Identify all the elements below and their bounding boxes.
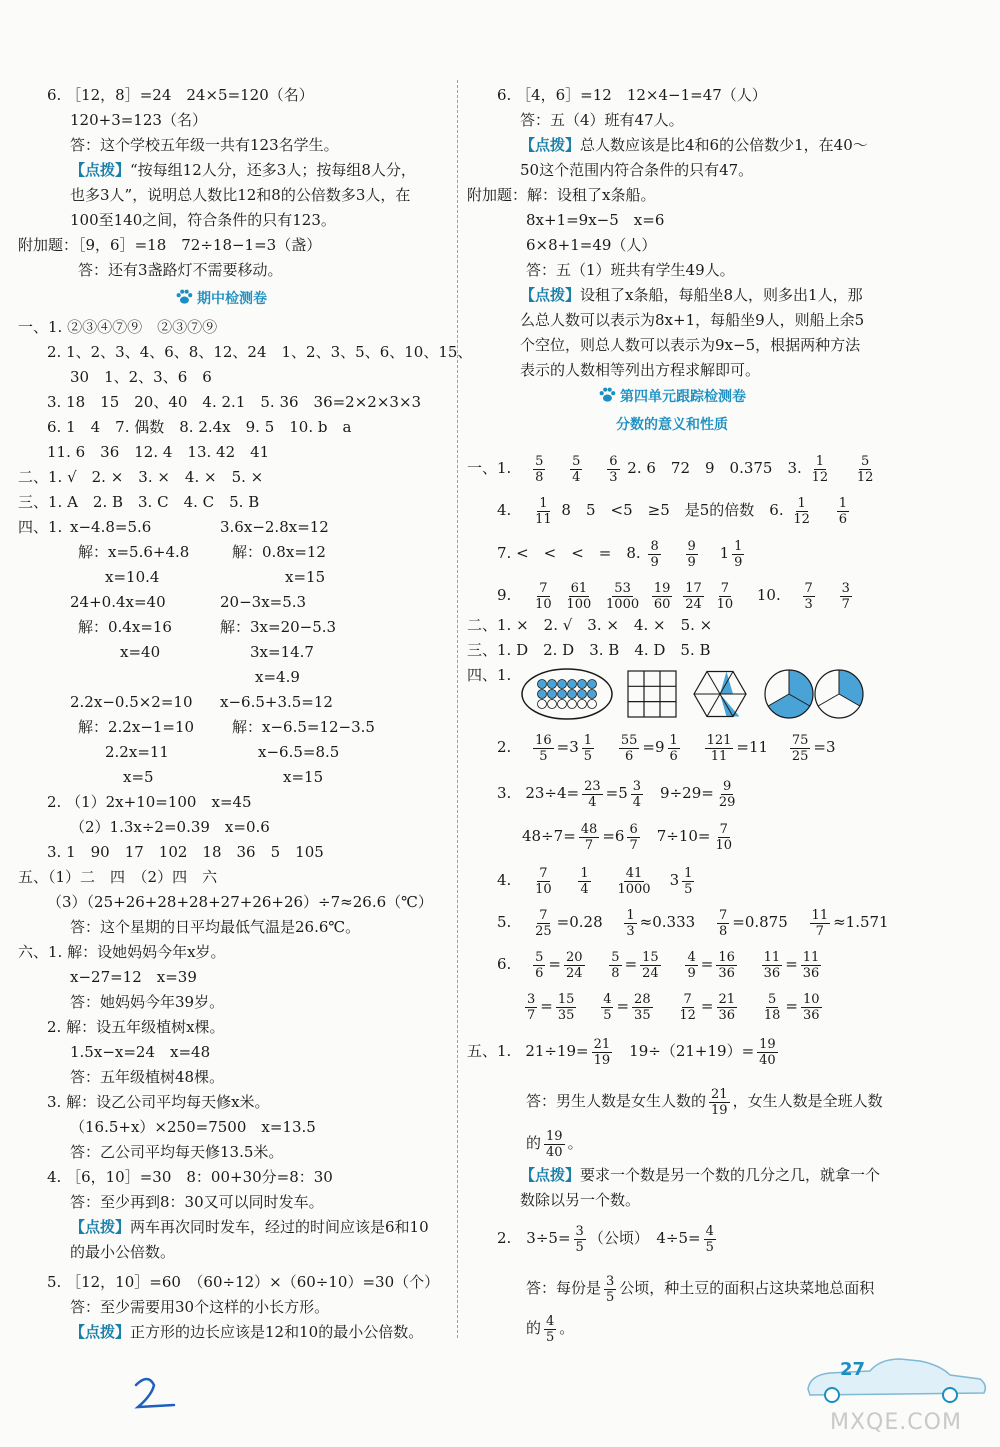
tip-label: 【点拨】 — [520, 136, 581, 154]
grid-figure — [628, 671, 676, 717]
answer-line: 9. $\frac{7}{10}$ $\frac{61}{100}$ $\frac{53}{1000}$ $\frac{19}{60}$ $\frac{17}{24}$ $\frac{7}{10}$ 10. $\frac{7}{3}$ $\frac{3}{7}$ — [497, 580, 850, 612]
handwritten-mark — [130, 1375, 180, 1415]
fraction: $\frac{61}{100}$ — [566, 580, 592, 612]
equation: x=40 — [120, 643, 161, 661]
answer-line: 3. 23÷4= $\frac{23}{4}$ =5 $\frac{3}{4}$ 9÷29= $\frac{9}{29}$ — [497, 778, 736, 810]
fraction: $\frac{9}{9}$ — [687, 538, 696, 570]
answer-line: 5. $\frac{7}{25}$ =0.28 $\frac{1}{3}$ ≈0.333 $\frac{7}{8}$ =0.875 $\frac{11}{7}$ ≈1.571 — [497, 907, 889, 939]
answer-line: 48÷7= $\frac{48}{7}$ =6 $\frac{6}{7}$ 7÷10= $\frac{7}{10}$ — [522, 821, 733, 853]
answer-line: 4. $\frac{1}{11}$ 8 5 <5 ≥5 是5的倍数 6. $\frac{1}{12}$ $\frac{1}{6}$ — [497, 495, 847, 527]
answer-line: 答：她妈妈今年39岁。 — [70, 993, 225, 1011]
equation: 2.2x=11 — [105, 743, 169, 761]
answer-line: 的最小公倍数。 — [70, 1243, 176, 1261]
answer-line: 三、1. A 2. B 3. C 4. C 5. B — [18, 493, 260, 511]
tip-line: 【点拨】“按每组12人分，还多3人；按每组8人分， — [70, 161, 416, 179]
fraction: $\frac{1}{11}$ — [535, 495, 552, 527]
fraction: $\frac{5}{8}$ — [535, 453, 544, 485]
answer-line: 答：至少再到8：30又可以同时发车。 — [70, 1193, 324, 1211]
fraction: $\frac{1}{12}$ — [811, 453, 829, 485]
equation: 3x=14.7 — [250, 643, 314, 661]
tip-label: 【点拨】 — [520, 1166, 581, 1184]
equation: 2.2x−0.5×2=10 — [70, 693, 193, 711]
text-line: 答：这个学校五年级一共有123名学生。 — [70, 136, 339, 154]
fraction: $\frac{7}{3}$ — [804, 580, 813, 612]
answer-line: 的 $\frac{4}{5}$ 。 — [526, 1313, 575, 1345]
fraction: $\frac{19}{60}$ — [653, 580, 671, 612]
tip-label: 【点拨】 — [70, 161, 131, 179]
section-title-midterm: 期中检测卷 — [175, 288, 267, 308]
fraction: $\frac{5}{12}$ — [856, 453, 874, 485]
equation: x−6.5=8.5 — [258, 743, 340, 761]
equation: 3.6x−2.8x=12 — [220, 518, 329, 536]
answer-line: 1.5x−x=24 x=48 — [70, 1043, 211, 1061]
fraction: $\frac{17}{24}$ — [685, 580, 702, 612]
answer-line: 6. 1 4 7. 偶数 8. 2.4x 9. 5 10. b a — [47, 418, 352, 436]
text-line: 100至140之间，符合条件的只有123。 — [70, 211, 336, 229]
text-line: 6. ［4，6］=12 12×4−1=47（人） — [497, 86, 767, 104]
fraction: $\frac{1}{9}$ — [734, 538, 743, 570]
text-line: 答：还有3盏路灯不需要移动。 — [78, 261, 283, 279]
text-line: 也多3人”，说明总人数比12和8的公倍数多3人，在 — [70, 186, 411, 204]
equation: 解：x−6.5=12−3.5 — [232, 718, 375, 736]
fraction: $\frac{8}{9}$ — [650, 538, 659, 570]
answer-line: 2. 3÷5= $\frac{3}{5}$ （公顷） 4÷5= $\frac{4}{5}$ — [497, 1223, 714, 1255]
equation: x−4.8=5.6 — [70, 518, 152, 536]
section-subtitle: 分数的意义和性质 — [616, 417, 728, 433]
text-line: 8x+1=9x−5 x=6 — [526, 211, 665, 229]
fraction: $\frac{5}{4}$ — [572, 453, 581, 485]
paw-icon — [598, 387, 616, 403]
tip-line: 【点拨】设租了x条船，每船坐8人，则多出1人，那 — [520, 286, 863, 304]
answer-line: 六、1. 解：设她妈妈今年x岁。 — [18, 943, 226, 961]
answer-line: 一、1. ②③④⑦⑨ ②③⑦⑨ — [18, 318, 218, 336]
oval-figure — [522, 669, 612, 719]
equation: x=10.4 — [105, 568, 160, 586]
answer-line: x−27=12 x=39 — [70, 968, 197, 986]
text-line: 120+3=123（名） — [70, 111, 207, 129]
answer-line: 答：乙公司平均每天修13.5米。 — [70, 1143, 284, 1161]
section-title-unit4: 第四单元跟踪检测卷 — [598, 386, 746, 406]
answer-line: 答：这个星期的日平均最低气温是26.6℃。 — [70, 918, 361, 936]
hexagon-figure — [694, 672, 746, 717]
answer-line: 三、1. D 2. D 3. B 4. D 5. B — [467, 641, 711, 659]
answer-line: 一、1. $\frac{5}{8}$ $\frac{5}{4}$ $\frac{6}{3}$ 2. 6 72 9 0.375 3. $\frac{1}{12}$ $\frac{5}{12}$ — [467, 453, 874, 485]
text-line: 50这个范围内符合条件的只有47。 — [520, 161, 754, 179]
tip-label: 【点拨】 — [70, 1323, 131, 1341]
fraction: $\frac{1}{6}$ — [838, 495, 847, 527]
answer-line: 五、1. 21÷19= $\frac{21}{19}$ 19÷（21+19）= $\frac{19}{40}$ — [467, 1036, 776, 1068]
circle-figure-2 — [815, 670, 863, 718]
answer-line: 4. ［6，10］=30 8：00+30分=8：30 — [47, 1168, 333, 1186]
q4-label: 四、1. — [18, 518, 63, 536]
watermark: MXQE.COM — [830, 1410, 962, 1435]
text-line: 答：五（4）班有47人。 — [520, 111, 684, 129]
fraction: $\frac{7}{10}$ — [716, 580, 734, 612]
answer-line: 6. $\frac{5}{6}$ = $\frac{20}{24}$ $\frac{5}{8}$ = $\frac{15}{24}$ $\frac{4}{9}$ = $\frac{16}{36}$ $\frac{11}{36}$ = $\frac{11}{36}$ — [497, 949, 820, 981]
fraction: $\frac{53}{1000}$ — [606, 580, 640, 612]
tip-line: 【点拨】两车再次同时发车，经过的时间应该是6和10 — [70, 1218, 429, 1236]
answer-line: 2. $\frac{16}{5}$ =3 $\frac{1}{5}$ $\frac{55}{6}$ =9 $\frac{1}{6}$ $\frac{121}{11}$ =11 $\frac{75}{25}$ =3 — [497, 732, 836, 764]
answer-line: 的 $\frac{19}{40}$ 。 — [526, 1128, 583, 1160]
answer-line: 3. 1 90 17 102 18 36 5 105 — [47, 843, 324, 861]
tip-line: 【点拨】要求一个数是另一个数的几分之几，就拿一个 — [520, 1166, 881, 1184]
tip-line: 【点拨】正方形的边长应该是12和10的最小公倍数。 — [70, 1323, 424, 1341]
equation: 24+0.4x=40 — [70, 593, 166, 611]
page-number-badge — [800, 1345, 990, 1405]
answer-line: 二、1. × 2. √ 3. × 4. × 5. × — [467, 616, 713, 634]
text-line: 附加题：［9，6］=18 72÷18−1=3（盏） — [18, 236, 322, 254]
answer-line: 3. 18 15 20、40 4. 2.1 5. 36 36=2×2×3×3 — [47, 393, 422, 411]
tip-label: 【点拨】 — [520, 286, 581, 304]
answer-line: （3）（25+26+28+28+27+26+26）÷7≈26.6（℃） — [47, 893, 433, 911]
answer-line: 二、1. √ 2. × 3. × 4. × 5. × — [18, 468, 264, 486]
answer-line: （16.5+x）×250=7500 x=13.5 — [70, 1118, 316, 1136]
answer-line: 5. ［12，10］=60 （60÷12）×（60÷10）=30（个） — [47, 1273, 440, 1291]
equation: x−6.5+3.5=12 — [220, 693, 333, 711]
text-line: 附加题：解：设租了x条船。 — [467, 186, 656, 204]
equation: 解：x=5.6+4.8 — [78, 543, 190, 561]
page-number: 27 — [840, 1359, 866, 1380]
answer-line: 四、1. — [467, 666, 512, 684]
circle-figure-1 — [765, 670, 813, 718]
fraction: $\frac{7}{10}$ — [535, 580, 552, 612]
equation: 解：0.8x=12 — [232, 543, 326, 561]
text-line: 么总人数可以表示为8x+1，每船坐9人，则船上余5 — [520, 311, 865, 329]
equation: 解：3x=20−5.3 — [220, 618, 337, 636]
answer-line: 7. < < < = 8. $\frac{8}{9}$ $\frac{9}{9}$ 1 $\frac{1}{9}$ — [497, 538, 743, 570]
shaded-figures — [520, 668, 910, 720]
equation: x=15 — [285, 568, 326, 586]
answer-line: 答：至少需要用30个这样的小长方形。 — [70, 1298, 330, 1316]
text-line: 答：五（1）班共有学生49人。 — [526, 261, 735, 279]
tip-label: 【点拨】 — [70, 1218, 131, 1236]
fraction: $\frac{3}{7}$ — [841, 580, 850, 612]
equation: x=15 — [283, 768, 324, 786]
text-line: 个空位，则总人数可以表示为9x−5，根据两种方法 — [520, 336, 861, 354]
fraction: $\frac{6}{3}$ — [609, 453, 618, 485]
equation: 解：0.4x=16 — [78, 618, 172, 636]
answer-line: 五、（1）二 四 （2）四 六 — [18, 868, 218, 886]
fraction: $\frac{1}{12}$ — [793, 495, 810, 527]
answer-line: 答：男生人数是女生人数的 $\frac{21}{19}$ ，女生人数是全班人数 — [526, 1086, 883, 1118]
text-line: 表示的人数相等列出方程求解即可。 — [520, 361, 761, 379]
answer-line: （2）1.3x÷2=0.39 x=0.6 — [70, 818, 270, 836]
equation: x=5 — [123, 768, 154, 786]
paw-icon — [175, 289, 193, 305]
answer-line: $\frac{3}{7}$ = $\frac{15}{35}$ $\frac{4}{5}$ = $\frac{28}{35}$ $\frac{7}{12}$ = $\frac{21}{36}$ $\frac{5}{18}$ = $\frac{10}{36}$ — [527, 991, 820, 1023]
answer-line: 2. 1、2、3、4、6、8、12、24 1、2、3、5、6、10、15、 — [47, 343, 473, 361]
column-divider — [457, 80, 458, 1338]
equation: 20−3x=5.3 — [220, 593, 307, 611]
equation: 解：2.2x−1=10 — [78, 718, 195, 736]
answer-line: 答：五年级植树48棵。 — [70, 1068, 225, 1086]
answer-line: 3. 解：设乙公司平均每天修x米。 — [47, 1093, 270, 1111]
answer-line: 11. 6 36 12. 4 13. 42 41 — [47, 443, 270, 461]
text-line: 数除以另一个数。 — [520, 1191, 641, 1209]
text-line: 6×8+1=49（人） — [526, 236, 657, 254]
tip-line: 【点拨】总人数应该是比4和6的公倍数少1，在40～ — [520, 136, 868, 154]
answer-line: 2. 解：设五年级植树x棵。 — [47, 1018, 225, 1036]
answer-line: 4. $\frac{7}{10}$ $\frac{1}{4}$ $\frac{41}{1000}$ 3 $\frac{1}{5}$ — [497, 865, 693, 897]
answer-line: 答：每份是 $\frac{3}{5}$ 公顷，种土豆的面积占这块菜地总面积 — [526, 1273, 875, 1305]
answer-line: 2. （1）2x+10=100 x=45 — [47, 793, 252, 811]
answer-line: 30 1、2、3、6 6 — [70, 368, 212, 386]
equation: x=4.9 — [255, 668, 300, 686]
text-line: 6. ［12，8］=24 24×5=120（名） — [47, 86, 314, 104]
